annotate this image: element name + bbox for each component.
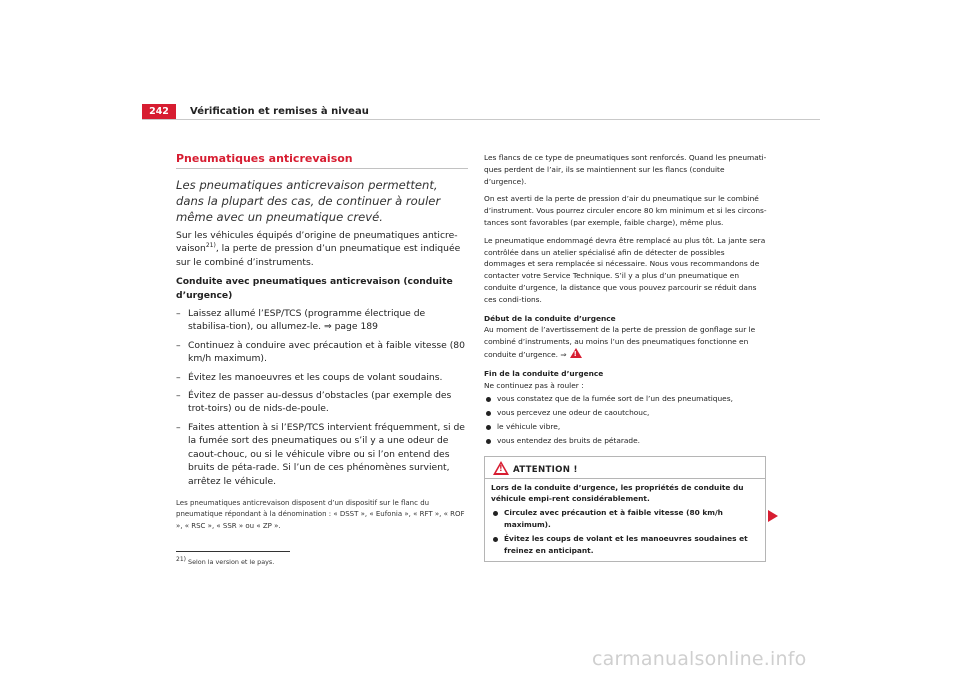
next-page-arrow-icon[interactable]	[768, 510, 778, 522]
footnote-marker: 21)	[176, 556, 186, 564]
attention-title: ATTENTION !	[513, 464, 578, 475]
end-emergency-intro: Ne continuez pas à rouler :	[484, 380, 584, 390]
end-emergency-heading: Fin de la conduite d’urgence	[484, 368, 604, 378]
list-item: le véhicule vibre,	[484, 421, 767, 433]
attention-box	[484, 456, 766, 563]
list-item: – Continuez à conduire avec précaution et à faible vitesse (80 km/h maximum).	[176, 339, 468, 366]
list-item: vous entendez des bruits de pétarade.	[484, 435, 767, 447]
right-column	[484, 152, 767, 562]
attention-header	[485, 457, 765, 479]
page-number: 242	[142, 104, 176, 120]
footnote-rule	[176, 551, 290, 552]
attention-intro: Lors de la conduite d’urgence, les propriétés de conduite du véhicule empi-rent considérablement.	[491, 482, 744, 504]
warning-triangle-icon[interactable]	[570, 348, 582, 358]
list-item: vous percevez une odeur de caoutchouc,	[484, 407, 767, 419]
exclamation-icon: !	[499, 463, 503, 473]
section-title: Pneumatiques anticrevaison	[176, 152, 468, 169]
start-emergency-heading: Début de la conduite d’urgence	[484, 313, 616, 323]
running-title: Vérification et remises à niveau	[190, 106, 369, 117]
paragraph-reinforced-sidewalls: Les flancs de ce type de pneumatiques sont renforcés. Quand les pneumati-ques perdent de l’air, ils se maintiennent sur les flancs (conduite d’urgence).	[484, 153, 767, 186]
intro-paragraph	[176, 229, 468, 269]
attention-body	[485, 479, 765, 562]
watermark: carmanualsonline.info	[592, 648, 807, 670]
emergency-heading: Conduite avec pneumatiques anticrevaison (conduite d’urgence)	[176, 276, 453, 301]
lead-paragraph: Les pneumatiques anticrevaison permettent, dans la plupart des cas, de continuer à rouler même avec un pneumatique crevé.	[176, 178, 441, 224]
list-item: – Évitez les manoeuvres et les coups de volant soudains.	[176, 371, 468, 384]
footnote-text: Selon la version et le pays.	[188, 558, 275, 567]
intro-text-a: Sur les véhicules équipés d’origine de pneumatiques anticre-vaison	[176, 230, 458, 255]
list-item: – Faites attention à si l’ESP/TCS intervient fréquemment, si de la fumée sort des pneumatiques ou s’il y a une odeur de caout-chouc, ou si le véhicule vibre ou si l’on entend des bruits de péta-rade. Si l’un de ces phénomènes survient, arrêtez le véhicule.	[176, 421, 468, 488]
dash-list	[176, 307, 468, 488]
left-column	[176, 152, 468, 567]
start-emergency-text: Au moment de l’avertissement de la perte de pression de gonflage sur le combiné d’instruments, au moins l’un des pneumatiques fonctionne en conduite d’urgence. ⇒	[484, 325, 756, 359]
list-item: vous constatez que de la fumée sort de l’un des pneumatiques,	[484, 393, 767, 405]
attention-list	[491, 507, 759, 556]
footnote	[176, 557, 468, 567]
list-item: – Laissez allumé l’ESP/TCS (programme électrique de stabilisa-tion), ou allumez-le. ⇒ page 189	[176, 307, 468, 334]
footnote-ref[interactable]: 21)	[205, 242, 216, 250]
header-rule	[142, 119, 820, 120]
list-item: – Évitez de passer au-dessus d’obstacles (par exemple des trot-toirs) ou de nids-de-poule.	[176, 389, 468, 416]
tire-designation-note: Les pneumatiques anticrevaison disposent d’un dispositif sur le flanc du pneumatique répondant à la dénomination : « DSST », « Eufonia », « RFT », « ROF », « RSC », « SSR » ou « ZP ».	[176, 498, 465, 530]
intro-text-b: , la perte de pression d’un pneumatique est indiquée sur le combiné d’instruments.	[176, 243, 461, 268]
paragraph-replace-tire: Le pneumatique endommagé devra être remplacé au plus tôt. La jante sera contrôlée dans un atelier spécialisé afin de détecter de possibles dommages et sera remplacée si nécessaire. Nous vous recommandons de contacter votre Service Technique. S’il y a plus d’un pneumatique en conduite d’urgence, la distance que vous pouvez parcourir se réduit dans ces condi-tions.	[484, 235, 766, 304]
list-item: Circulez avec précaution et à faible vitesse (80 km/h maximum).	[491, 507, 759, 531]
start-emergency-text-block	[484, 324, 767, 360]
end-emergency-list	[484, 393, 767, 446]
paragraph-pressure-warning: On est averti de la perte de pression d’air du pneumatique sur le combiné d’instrument. Vous pourrez circuler encore 80 km minimum et si les circons-tances sont favorables (par exemple, faible charge), même plus.	[484, 194, 767, 227]
list-item: Évitez les coups de volant et les manoeuvres soudaines et freinez en anticipant.	[491, 533, 759, 557]
